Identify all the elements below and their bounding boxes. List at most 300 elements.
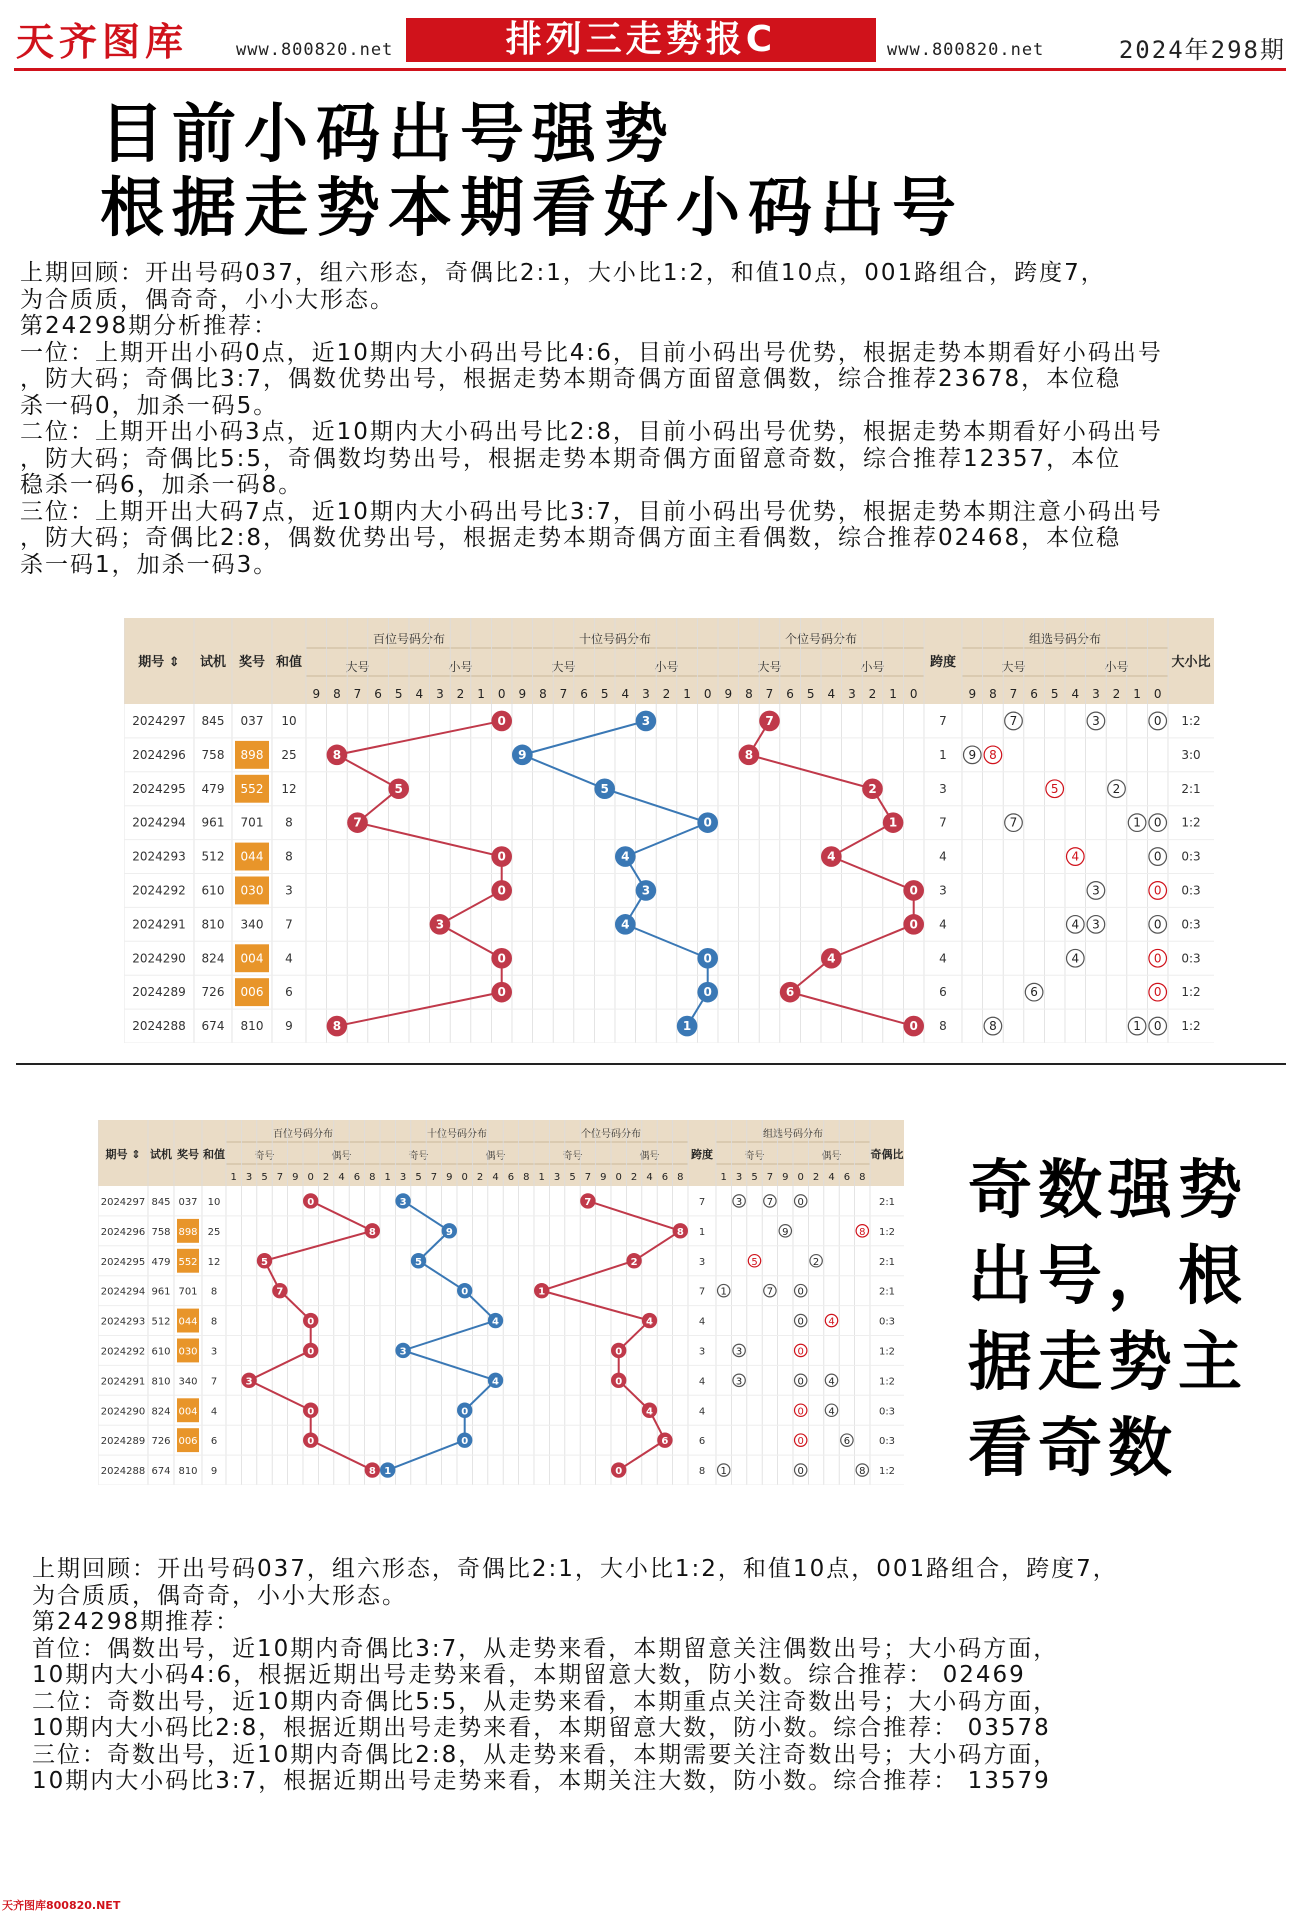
- cell-period: 2024293: [132, 849, 186, 864]
- cell-trial: 845: [151, 1196, 171, 1208]
- subgroup-label: 奇号: [744, 1151, 765, 1162]
- text-line: 杀一码1，加杀一码3。: [20, 551, 279, 578]
- digit-label: 6: [353, 1172, 361, 1183]
- group-ball-label: 4: [1071, 951, 1080, 966]
- cell-sum: 12: [281, 781, 297, 796]
- group-title: 个位号码分布: [784, 632, 858, 646]
- group-ball-label: 0: [797, 1346, 804, 1358]
- digit-label: 3: [399, 1172, 407, 1183]
- group-ball-label: 3: [1092, 713, 1100, 728]
- digit-label: 7: [765, 687, 774, 701]
- digit-label: 0: [1153, 687, 1162, 701]
- cell-period: 2024292: [132, 883, 186, 898]
- digit-label: 7: [584, 1172, 592, 1183]
- position-ball-label: 4: [621, 917, 630, 932]
- subgroup-label: 偶号: [639, 1151, 660, 1162]
- position-ball-label: 9: [445, 1226, 453, 1238]
- position-ball-label: 8: [676, 1226, 684, 1238]
- digit-label: 4: [646, 1172, 653, 1183]
- header-divider: [14, 68, 1286, 71]
- digit-label: 3: [848, 687, 856, 701]
- header-period: 期号 ⇕: [105, 1148, 141, 1161]
- brand-logo: 天齐图库: [16, 19, 189, 64]
- digit-label: 5: [600, 687, 609, 701]
- digit-label: 5: [1050, 687, 1059, 701]
- digit-label: 6: [507, 1172, 515, 1183]
- cell-period: 2024289: [100, 1436, 146, 1448]
- cell-span: 7: [939, 713, 947, 728]
- cell-trial: 961: [201, 815, 225, 830]
- text-line: 第24298期推荐：: [32, 1609, 241, 1635]
- cell-trial: 810: [151, 1376, 171, 1388]
- cell-span: 3: [939, 781, 947, 796]
- group-ball-label: 0: [1153, 883, 1162, 898]
- digit-label: 7: [353, 687, 362, 701]
- group-ball-label: 0: [1153, 713, 1162, 728]
- cell-ratio: 1:2: [878, 1376, 896, 1388]
- site-url-right[interactable]: www.800820.net: [887, 40, 1045, 60]
- cell-period: 2024290: [100, 1406, 146, 1418]
- digit-label: 8: [333, 687, 341, 701]
- cell-span: 4: [939, 951, 947, 966]
- text-line: 一位：上期开出小码0点，近10期内大小码出号比4:6，目前小码出号优势，根据走势本期看好小码出号: [20, 339, 1163, 366]
- position-ball-label: 8: [332, 747, 342, 762]
- subgroup-label: 偶号: [331, 1151, 352, 1162]
- header-span: 跨度: [929, 655, 957, 670]
- digit-label: 2: [476, 1172, 484, 1183]
- group-ball-label: 7: [766, 1286, 774, 1298]
- group-ball-label: 0: [797, 1466, 804, 1478]
- group-ball-label: 8: [989, 747, 997, 762]
- position-ball-label: 0: [615, 1466, 623, 1478]
- position-ball-label: 0: [703, 985, 712, 1000]
- group-ball-label: 0: [797, 1286, 804, 1298]
- digit-label: 2: [322, 1172, 330, 1183]
- digit-label: 1: [384, 1172, 391, 1183]
- digit-label: 2: [630, 1172, 638, 1183]
- subgroup-label: 大号: [1001, 660, 1026, 674]
- group-ball-label: 4: [1071, 849, 1080, 864]
- group-title: 十位号码分布: [427, 1129, 487, 1140]
- digit-label: 9: [782, 1172, 789, 1183]
- cell-sum: 8: [210, 1286, 218, 1298]
- cell-trial: 758: [201, 747, 225, 762]
- position-ball-label: 0: [909, 917, 918, 932]
- position-ball-label: 2: [868, 781, 877, 796]
- position-ball-label: 8: [744, 747, 754, 762]
- cell-span: 4: [698, 1406, 706, 1418]
- cell-trial: 845: [201, 713, 225, 728]
- group-ball-label: 9: [968, 747, 977, 762]
- digit-label: 0: [703, 687, 712, 701]
- digit-label: 8: [989, 687, 997, 701]
- digit-label: 9: [518, 687, 527, 701]
- position-ball-label: 0: [703, 815, 712, 830]
- text-line: 首位：偶数出号，近10期内奇偶比3:7，从走势来看，本期留意关注偶数出号；大小码方面，: [32, 1635, 1059, 1662]
- position-ball-label: 0: [909, 883, 918, 898]
- headline: [100, 98, 964, 246]
- cell-trial: 479: [201, 781, 225, 796]
- cell-trial: 610: [151, 1346, 171, 1358]
- cell-span: 4: [939, 849, 947, 864]
- cell-sum: 4: [210, 1406, 218, 1418]
- digit-label: 7: [276, 1172, 284, 1183]
- digit-label: 0: [461, 1172, 468, 1183]
- cell-draw: 898: [178, 1226, 198, 1238]
- position-ball-label: 4: [827, 849, 836, 864]
- digit-label: 1: [683, 687, 691, 701]
- cell-trial: 758: [151, 1226, 171, 1238]
- cell-sum: 3: [210, 1346, 218, 1358]
- subgroup-label: 偶号: [485, 1151, 506, 1162]
- header-period: 期号 ⇕: [138, 655, 180, 670]
- cell-period: 2024296: [132, 747, 186, 762]
- position-ball-label: 7: [276, 1286, 284, 1298]
- text-line: 10期内大小码4:6，根据近期出号走势来看，本期留意大数，防小数。综合推荐： 02469: [32, 1662, 1026, 1688]
- cell-span: 4: [698, 1316, 706, 1328]
- cell-sum: 8: [285, 849, 293, 864]
- digit-label: 7: [766, 1172, 774, 1183]
- side-callout-line: 出号，根: [968, 1240, 1248, 1314]
- group-ball-label: 8: [859, 1226, 866, 1238]
- cell-period: 2024296: [100, 1226, 146, 1238]
- digit-label: 2: [456, 687, 465, 701]
- report-title: 排列三走势报C: [406, 18, 876, 62]
- header-sum: 和值: [275, 655, 303, 670]
- position-ball-label: 1: [538, 1286, 546, 1298]
- cell-ratio: 0:3: [1181, 883, 1201, 898]
- subgroup-label: 奇号: [408, 1151, 429, 1162]
- group-title: 百位号码分布: [372, 632, 446, 646]
- site-url-left[interactable]: www.800820.net: [236, 40, 394, 60]
- cell-ratio: 1:2: [1181, 985, 1201, 1000]
- header-trial: 试机: [150, 1148, 172, 1161]
- cell-trial: 961: [151, 1286, 171, 1298]
- digit-label: 8: [745, 687, 753, 701]
- position-ball-label: 0: [615, 1376, 623, 1388]
- digit-label: 0: [615, 1172, 622, 1183]
- cell-span: 3: [939, 883, 947, 898]
- cell-sum: 9: [285, 1019, 293, 1034]
- header-ratio: 奇偶比: [870, 1148, 904, 1161]
- digit-label: 9: [968, 687, 977, 701]
- subgroup-label: 奇号: [562, 1151, 583, 1162]
- position-ball-label: 3: [641, 883, 651, 898]
- cell-span: 3: [698, 1346, 706, 1358]
- position-ball-label: 0: [497, 713, 506, 728]
- cell-ratio: 1:2: [1181, 713, 1201, 728]
- digit-label: 6: [1030, 687, 1038, 701]
- text-line: 为合质质，偶奇奇，小小大形态。: [32, 1582, 407, 1609]
- digit-label: 0: [797, 1172, 804, 1183]
- cell-period: 2024291: [100, 1376, 146, 1388]
- group-ball-label: 2: [812, 1256, 820, 1268]
- group-ball-label: 4: [828, 1316, 835, 1328]
- group-ball-label: 4: [828, 1406, 835, 1418]
- group-ball-label: 2: [1112, 781, 1121, 796]
- cell-trial: 810: [201, 917, 225, 932]
- cell-ratio: 1:2: [878, 1346, 896, 1358]
- digit-label: 4: [827, 687, 836, 701]
- cell-sum: 25: [207, 1226, 221, 1238]
- digit-label: 5: [415, 1172, 422, 1183]
- subgroup-label: 大号: [551, 660, 576, 674]
- cell-sum: 8: [285, 815, 293, 830]
- group-title: 组选号码分布: [1028, 632, 1102, 646]
- digit-label: 1: [538, 1172, 545, 1183]
- cell-span: 4: [698, 1376, 706, 1388]
- cell-ratio: 1:2: [878, 1466, 896, 1478]
- subgroup-label: 小号: [448, 660, 473, 674]
- digit-label: 6: [374, 687, 382, 701]
- digit-label: 9: [600, 1172, 607, 1183]
- cell-span: 1: [698, 1226, 706, 1238]
- position-ball-label: 4: [621, 849, 630, 864]
- headline-line-1: 目前小码出号强势: [100, 98, 676, 172]
- trend-chart-big-small: [124, 618, 1228, 1043]
- position-ball-label: 7: [584, 1196, 592, 1208]
- digit-label: 5: [806, 687, 815, 701]
- digit-label: 6: [843, 1172, 851, 1183]
- digit-label: 5: [569, 1172, 576, 1183]
- digit-label: 8: [369, 1172, 376, 1183]
- position-ball-label: 3: [435, 917, 445, 932]
- digit-label: 1: [230, 1172, 237, 1183]
- cell-trial: 610: [201, 883, 225, 898]
- position-ball-label: 3: [399, 1196, 407, 1208]
- cell-period: 2024295: [100, 1256, 146, 1268]
- position-ball-label: 3: [641, 713, 651, 728]
- digit-label: 4: [621, 687, 630, 701]
- position-ball-label: 0: [307, 1406, 315, 1418]
- position-ball-label: 0: [497, 951, 506, 966]
- digit-label: 2: [662, 687, 671, 701]
- cell-draw: 552: [240, 781, 264, 796]
- position-ball-label: 0: [307, 1436, 315, 1448]
- cell-trial: 824: [201, 951, 225, 966]
- position-ball-label: 0: [461, 1406, 469, 1418]
- cell-draw: 037: [240, 713, 264, 728]
- header-draw: 奖号: [177, 1148, 199, 1161]
- group-ball-label: 0: [1153, 917, 1162, 932]
- cell-span: 4: [939, 917, 947, 932]
- cell-sum: 12: [207, 1256, 221, 1268]
- cell-period: 2024289: [132, 985, 186, 1000]
- cell-period: 2024292: [100, 1346, 146, 1358]
- digit-label: 3: [245, 1172, 253, 1183]
- cell-draw: 030: [240, 883, 264, 898]
- header-span: 跨度: [691, 1148, 713, 1161]
- group-ball-label: 1: [1133, 815, 1141, 830]
- subgroup-label: 大号: [345, 660, 370, 674]
- group-ball-label: 3: [1092, 883, 1100, 898]
- page-header: [14, 18, 1286, 64]
- digit-label: 1: [889, 687, 897, 701]
- trend-chart-odd-even: [98, 1120, 923, 1485]
- position-ball-label: 1: [888, 815, 898, 830]
- group-ball-label: 0: [797, 1406, 804, 1418]
- group-ball-label: 8: [859, 1466, 866, 1478]
- cell-trial: 512: [151, 1316, 171, 1328]
- cell-sum: 7: [210, 1376, 218, 1388]
- position-ball-label: 0: [909, 1019, 918, 1034]
- group-ball-label: 0: [1153, 815, 1162, 830]
- digit-label: 6: [786, 687, 794, 701]
- digit-label: 7: [559, 687, 568, 701]
- cell-sum: 3: [285, 883, 293, 898]
- cell-draw: 810: [240, 1019, 264, 1034]
- cell-span: 1: [939, 747, 947, 762]
- position-ball-label: 6: [785, 985, 795, 1000]
- position-ball-label: 0: [497, 849, 506, 864]
- side-callout-line: 奇数强势: [968, 1154, 1248, 1228]
- cell-period: 2024290: [132, 951, 186, 966]
- cell-span: 7: [939, 815, 947, 830]
- digit-label: 8: [523, 1172, 530, 1183]
- group-ball-label: 0: [1153, 951, 1162, 966]
- digit-label: 9: [724, 687, 733, 701]
- subgroup-label: 小号: [860, 660, 885, 674]
- digit-label: 4: [828, 1172, 835, 1183]
- text-line: 第24298期分析推荐：: [20, 313, 279, 339]
- position-ball-label: 3: [399, 1346, 407, 1358]
- group-ball-label: 7: [1009, 713, 1018, 728]
- cell-draw: 701: [178, 1286, 198, 1298]
- cell-ratio: 0:3: [1181, 951, 1201, 966]
- cell-trial: 726: [201, 985, 225, 1000]
- digit-label: 2: [1112, 687, 1121, 701]
- cell-draw: 340: [240, 917, 264, 932]
- text-line: 三位：上期开出大码7点，近10期内大小码出号比3:7，目前小码出号优势，根据走势本期注意小码出号: [20, 498, 1163, 525]
- group-title: 组选号码分布: [763, 1129, 823, 1140]
- cell-draw: 004: [178, 1406, 198, 1418]
- side-callout-line: 据走势主: [968, 1326, 1248, 1400]
- group-ball-label: 4: [828, 1376, 835, 1388]
- position-ball-label: 5: [600, 781, 609, 796]
- digit-label: 5: [751, 1172, 758, 1183]
- text-line: 上期回顾：开出号码037，组六形态，奇偶比2:1，大小比1:2，和值10点，001路组合，跨度7，: [32, 1556, 1118, 1582]
- position-ball-label: 1: [682, 1019, 692, 1034]
- position-ball-label: 5: [261, 1256, 268, 1268]
- digit-label: 6: [580, 687, 588, 701]
- cell-ratio: 0:3: [878, 1316, 896, 1328]
- digit-label: 7: [430, 1172, 438, 1183]
- side-callout: [968, 1148, 1288, 1492]
- subgroup-label: 小号: [654, 660, 679, 674]
- digit-label: 0: [497, 687, 506, 701]
- group-ball-label: 3: [735, 1196, 743, 1208]
- cell-trial: 824: [151, 1406, 171, 1418]
- cell-ratio: 1:2: [1181, 815, 1201, 830]
- header-draw: 奖号: [238, 655, 266, 670]
- position-ball-label: 8: [368, 1226, 376, 1238]
- position-ball-label: 4: [646, 1406, 653, 1418]
- cell-ratio: 0:3: [1181, 917, 1201, 932]
- position-ball-label: 0: [497, 985, 506, 1000]
- cell-draw: 701: [240, 815, 264, 830]
- cell-ratio: 1:2: [878, 1226, 896, 1238]
- cell-span: 6: [698, 1436, 706, 1448]
- cell-draw: 030: [178, 1346, 198, 1358]
- cell-ratio: 0:3: [878, 1436, 896, 1448]
- cell-sum: 25: [281, 747, 297, 762]
- cell-sum: 10: [207, 1196, 221, 1208]
- digit-label: 4: [415, 687, 424, 701]
- group-ball-label: 9: [782, 1226, 789, 1238]
- group-ball-label: 3: [1092, 917, 1100, 932]
- cell-trial: 726: [151, 1436, 171, 1448]
- cell-period: 2024288: [132, 1019, 186, 1034]
- group-ball-label: 7: [766, 1196, 774, 1208]
- position-ball-label: 2: [630, 1256, 638, 1268]
- cell-draw: 004: [240, 951, 264, 966]
- position-ball-label: 3: [245, 1376, 253, 1388]
- cell-trial: 479: [151, 1256, 171, 1268]
- digit-label: 8: [539, 687, 547, 701]
- group-title: 个位号码分布: [581, 1129, 641, 1140]
- cell-draw: 044: [178, 1316, 198, 1328]
- group-ball-label: 0: [797, 1316, 804, 1328]
- cell-span: 8: [698, 1466, 706, 1478]
- group-title: 十位号码分布: [578, 632, 652, 646]
- group-ball-label: 4: [1071, 917, 1080, 932]
- cell-span: 7: [698, 1196, 706, 1208]
- group-ball-label: 0: [797, 1196, 804, 1208]
- digit-label: 0: [909, 687, 918, 701]
- group-ball-label: 1: [720, 1466, 727, 1478]
- footer-watermark: 天齐图库800820.NET: [2, 1899, 121, 1912]
- position-ball-label: 4: [492, 1316, 499, 1328]
- position-ball-label: 4: [827, 951, 836, 966]
- cell-span: 3: [698, 1256, 706, 1268]
- cell-draw: 037: [178, 1196, 198, 1208]
- group-title: 百位号码分布: [273, 1129, 333, 1140]
- cell-period: 2024294: [100, 1286, 146, 1298]
- subgroup-label: 奇号: [254, 1151, 275, 1162]
- header-trial: 试机: [199, 655, 227, 670]
- digit-label: 3: [642, 687, 650, 701]
- cell-period: 2024293: [100, 1316, 146, 1328]
- group-ball-label: 0: [1153, 1019, 1162, 1034]
- cell-ratio: 0:3: [878, 1406, 896, 1418]
- cell-sum: 7: [285, 917, 293, 932]
- group-ball-label: 5: [1050, 781, 1059, 796]
- cell-draw: 340: [178, 1376, 198, 1388]
- digit-label: 5: [394, 687, 403, 701]
- cell-period: 2024295: [132, 781, 186, 796]
- text-line: 上期回顾：开出号码037，组六形态，奇偶比2:1，大小比1:2，和值10点，001路组合，跨度7，: [20, 260, 1106, 286]
- group-ball-label: 7: [1009, 815, 1018, 830]
- cell-ratio: 2:1: [878, 1256, 896, 1268]
- cell-ratio: 2:1: [878, 1286, 896, 1298]
- header-sum: 和值: [203, 1148, 225, 1161]
- cell-period: 2024294: [132, 815, 186, 830]
- group-ball-label: 0: [1153, 985, 1162, 1000]
- cell-ratio: 0:3: [1181, 849, 1201, 864]
- header-ratio: 大小比: [1171, 655, 1211, 670]
- cell-ratio: 1:2: [1181, 1019, 1201, 1034]
- section-divider: [16, 1063, 1286, 1065]
- cell-trial: 674: [151, 1466, 171, 1478]
- cell-span: 6: [939, 985, 947, 1000]
- position-ball-label: 0: [307, 1316, 315, 1328]
- digit-label: 4: [338, 1172, 345, 1183]
- cell-ratio: 3:0: [1181, 747, 1201, 762]
- cell-ratio: 2:1: [1181, 781, 1201, 796]
- text-line: 杀一码0，加杀一码5。: [20, 392, 279, 419]
- group-ball-label: 0: [797, 1376, 804, 1388]
- digit-label: 2: [812, 1172, 820, 1183]
